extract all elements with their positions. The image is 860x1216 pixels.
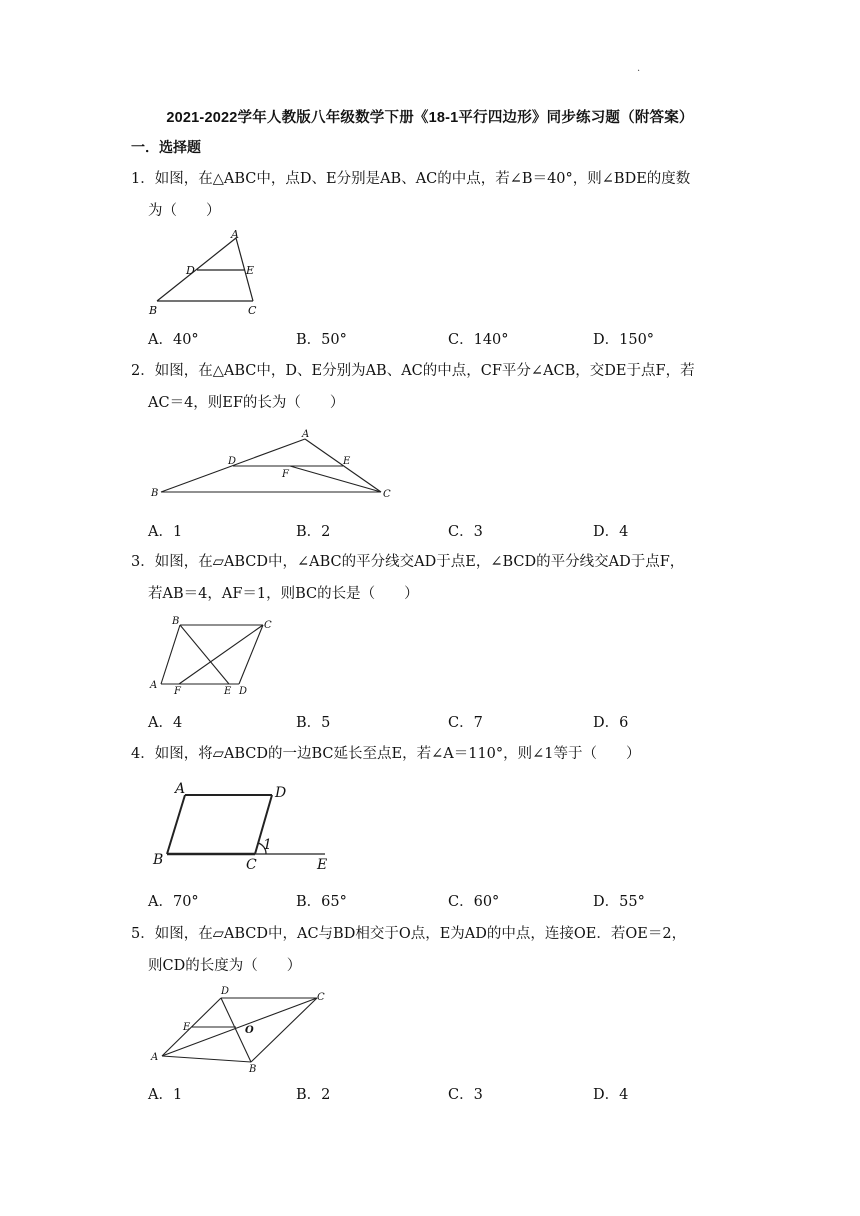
fig3-label-f: F [174, 686, 181, 697]
q5-option-b[interactable]: B．2 [296, 1087, 331, 1103]
fig2-label-a: A [302, 429, 310, 440]
q3-option-d[interactable]: D．6 [593, 715, 629, 731]
fig4-label-e: E [317, 857, 328, 873]
question-1-text: 1．如图，在△ABC中，点D、E分别是AB、AC的中点，若∠B＝40°，则∠BDE的度数 [131, 171, 691, 187]
question-2-text: 2．如图，在△ABC中，D、E分别为AB、AC的中点，CF平分∠ACB，交DE于点F，若 [131, 363, 695, 379]
fig5-label-c: C [317, 992, 325, 1003]
q2-option-b[interactable]: B．2 [296, 524, 331, 540]
fig4-label-c: C [246, 857, 257, 873]
question-4-figure [145, 778, 345, 878]
question-3-figure [145, 613, 280, 703]
fig1-label-d: D [186, 264, 195, 277]
fig4-label-b: B [153, 852, 164, 868]
fig1-label-a: A [231, 228, 239, 241]
fig5-label-a: A [151, 1052, 159, 1063]
question-5-text: 5．如图，在▱ABCD中，AC与BD相交于O点，E为AD的中点，连接OE．若OE＝2， [131, 926, 687, 942]
fig2-label-e: E [343, 456, 351, 467]
question-4-text: 4．如图，将▱ABCD的一边BC延长至点E，若∠A＝110°，则∠1等于（ ） [131, 746, 641, 762]
q5-option-d[interactable]: D．4 [593, 1087, 629, 1103]
fig5-label-o: O [245, 1025, 254, 1036]
q1-option-a[interactable]: A．40° [148, 332, 199, 348]
fig4-label-a: A [175, 781, 186, 797]
q4-option-b[interactable]: B．65° [296, 894, 347, 910]
fig2-label-c: C [383, 489, 391, 500]
q3-option-a[interactable]: A．4 [148, 715, 183, 731]
q1-option-d[interactable]: D．150° [593, 332, 655, 348]
fig3-label-e: E [224, 686, 232, 697]
fig2-label-d: D [228, 456, 237, 467]
q3-option-b[interactable]: B．5 [296, 715, 331, 731]
fig2-label-f: F [282, 469, 289, 480]
fig1-label-e: E [246, 264, 255, 277]
q1-option-b[interactable]: B．50° [296, 332, 347, 348]
q4-option-a[interactable]: A．70° [148, 894, 199, 910]
q2-option-a[interactable]: A．1 [148, 524, 183, 540]
fig2-label-b: B [151, 488, 159, 499]
section-title: 一．选择题 [131, 139, 201, 155]
q3-option-c[interactable]: C．7 [448, 715, 483, 731]
fig3-label-c: C [264, 620, 272, 631]
question-2-figure [145, 425, 405, 505]
q1-option-c[interactable]: C．140° [448, 332, 509, 348]
q4-option-d[interactable]: D．55° [593, 894, 645, 910]
question-5-text-cont: 则CD的长度为（ ） [148, 958, 302, 974]
q5-option-c[interactable]: C．3 [448, 1087, 483, 1103]
header-mark: · [637, 66, 641, 77]
fig3-label-d: D [239, 686, 248, 697]
q5-option-a[interactable]: A．1 [148, 1087, 183, 1103]
question-1-figure [140, 228, 280, 320]
q4-option-c[interactable]: C．60° [448, 894, 500, 910]
fig5-label-b: B [249, 1064, 257, 1075]
fig1-label-b: B [149, 304, 158, 317]
fig1-label-c: C [248, 304, 257, 317]
question-2-text-cont: AC＝4，则EF的长为（ ） [148, 395, 345, 411]
fig3-label-b: B [172, 616, 180, 627]
question-5-figure [145, 982, 345, 1077]
page-title: 2021-2022学年人教版八年级数学下册《18-1平行四边形》同步练习题（附答案） [166, 110, 694, 126]
question-3-text-cont: 若AB＝4，AF＝1，则BC的长是（ ） [148, 586, 419, 602]
q2-option-c[interactable]: C．3 [448, 524, 483, 540]
fig5-label-d: D [221, 986, 230, 997]
question-1-text-cont: 为（ ） [148, 203, 221, 219]
fig4-label-1: 1 [263, 837, 272, 853]
fig4-label-d: D [275, 785, 287, 801]
q2-option-d[interactable]: D．4 [593, 524, 629, 540]
question-3-text: 3．如图，在▱ABCD中，∠ABC的平分线交AD于点E，∠BCD的平分线交AD于点F， [131, 554, 685, 570]
fig3-label-a: A [150, 680, 158, 691]
fig5-label-e: E [183, 1022, 191, 1033]
